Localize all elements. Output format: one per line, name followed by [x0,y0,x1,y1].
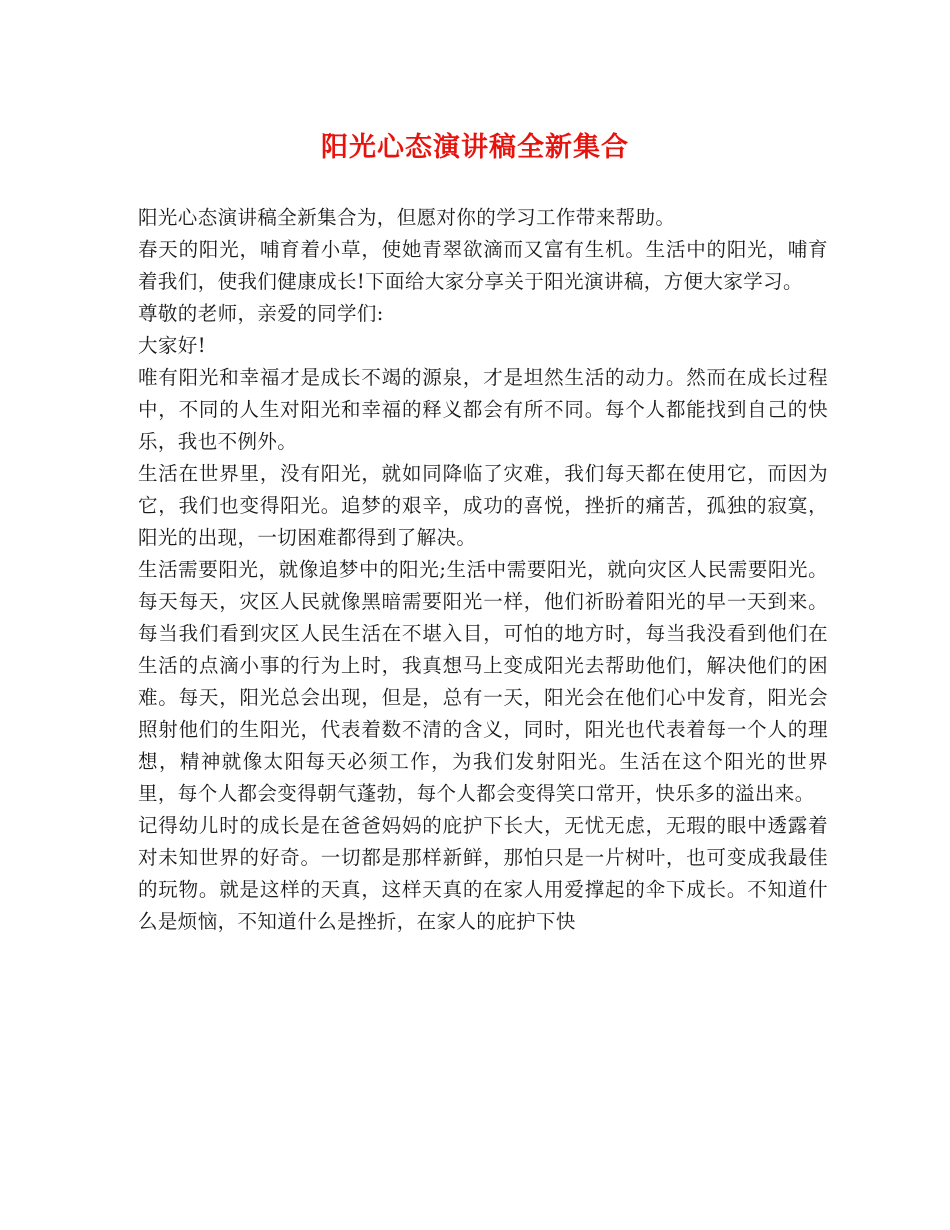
document-body [138,202,828,938]
paragraph-childhood: 记得幼儿时的成长是在爸爸妈妈的庇护下长大，无忧无虑，无瑕的眼中透露着对未知世界的好奇。一切都是那样新鲜，那怕只是一片树叶，也可变成我最佳的玩物。就是这样的天真，这样天真的在家人用爱撑起的伞下成长。不知道什么是烦恼，不知道什么是挫折，在家人的庇护下快 [138,814,828,933]
document-title: 阳光心态演讲稿全新集合 [321,132,629,163]
paragraph-salutation: 尊敬的老师，亲爱的同学们: [138,302,384,325]
paragraph-spring: 春天的阳光，哺育着小草，使她青翠欲滴而又富有生机。生活中的阳光，哺育着我们，使我们健康成长!下面给大家分享关于阳光演讲稿，方便大家学习。 [138,238,828,293]
paragraph-intro: 阳光心态演讲稿全新集合为，但愿对你的学习工作带来帮助。 [138,206,676,229]
paragraph-world: 生活在世界里，没有阳光，就如同降临了灾难，我们每天都在使用它，而因为它，我们也变得阳光。追梦的艰辛，成功的喜悦，挫折的痛苦，孤独的寂寞，阳光的出现，一切困难都得到了解决。 [138,462,828,549]
paragraph-disaster-area: 生活需要阳光，就像追梦中的阳光;生活中需要阳光，就向灾区人民需要阳光。每天每天，灾区人民就像黑暗需要阳光一样，他们祈盼着阳光的早一天到来。每当我们看到灾区人民生活在不堪入目，可怕的地方时，每当我没看到他们在生活的点滴小事的行为上时，我真想马上变成阳光去帮助他们，解决他们的困难。每天，阳光总会出现，但是，总有一天，阳光会在他们心中发育，阳光会照射他们的生阳光，代表着数不清的含义，同时，阳光也代表着每一个人的理想，精神就像太阳每天必须工作，为我们发射阳光。生活在这个阳光的世界里，每个人都会变得朝气蓬勃，每个人都会变得笑口常开，快乐多的溢出来。 [138,558,828,805]
paragraph-happiness: 唯有阳光和幸福才是成长不竭的源泉，才是坦然生活的动力。然而在成长过程中，不同的人生对阳光和幸福的释义都会有所不同。每个人都能找到自己的快乐，我也不例外。 [138,366,828,453]
paragraph-greeting: 大家好! [138,334,206,357]
